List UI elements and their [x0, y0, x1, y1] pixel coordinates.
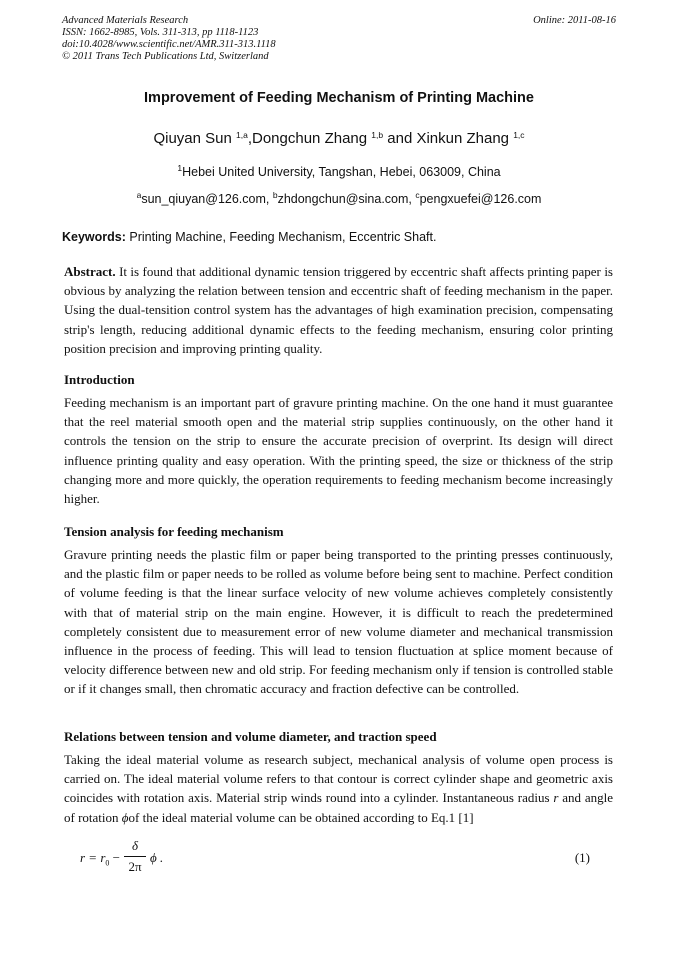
section-heading-introduction: Introduction: [64, 372, 135, 387]
relations-text-c: of the ideal material volume can be obtained according to Eq.1 [1]: [128, 809, 474, 825]
equation-number: (1): [574, 850, 590, 865]
author-1: Qiuyan Sun: [153, 130, 237, 147]
equation-lhs-subscript: 0: [105, 858, 110, 868]
relations-text-a: Taking the ideal material volume as research subject, mechanical analysis of volume open process is carried on. The ideal material volume refers to that contour is correct cylinder shape and geometric axis coincides with rotation axis. Material strip winds round into a cylinder. Instantaneous radius: [64, 752, 613, 806]
abstract: [64, 262, 613, 358]
email-list: [0, 192, 678, 206]
section-heading-relations: Relations between tension and volume diameter, and traction speed: [64, 729, 437, 744]
section-body-relations: [64, 750, 613, 827]
email-b: zhdongchun@sina.com,: [277, 192, 416, 206]
equation-rhs: ϕ .: [150, 850, 164, 865]
journal-header: [62, 15, 616, 63]
abstract-label: Abstract.: [64, 264, 116, 279]
email-c-marker: c: [415, 190, 420, 200]
journal-name: Advanced Materials Research: [62, 15, 189, 26]
author-1-affil: 1,a: [236, 130, 248, 140]
fraction-bar: [124, 856, 146, 857]
variable-r: r: [553, 790, 559, 806]
equation-numerator: δ: [131, 838, 139, 853]
copyright-line: © 2011 Trans Tech Publications Ltd, Switzerland: [62, 51, 269, 62]
email-a: sun_qiuyan@126.com,: [141, 192, 273, 206]
keywords-label: Keywords:: [62, 230, 126, 244]
paper-title: Improvement of Feeding Mechanism of Printing Machine: [144, 90, 534, 106]
equation-lhs: [80, 850, 120, 868]
keywords-text: Printing Machine, Feeding Mechanism, Eccentric Shaft.: [125, 230, 437, 244]
keywords: [62, 230, 617, 244]
equation-denominator: 2π: [128, 859, 142, 874]
relations-text-b: and angle of rotation: [64, 790, 614, 825]
section-body-introduction: Feeding mechanism is an important part of gravure printing machine. On the one hand it must guarantee that the reel material smooth open and the material strip supplies continuously, on the other hand it controls the tension on the strip to ensure the accurate precision of overprint. Its design will direct influence printing quality and easy operation. With the printing speed, the size or thickness of the strip changing more and more quickly, the operation requirements to feeding mechanism become increasingly higher.: [64, 395, 613, 507]
affiliation-marker: 1: [177, 163, 183, 173]
section-heading-tension-analysis: Tension analysis for feeding mechanism: [64, 524, 284, 539]
issn-line: ISSN: 1662-8985, Vols. 311-313, pp 1118-1123: [62, 27, 259, 38]
equation-1: [80, 838, 590, 880]
online-date: Online: 2011-08-16: [533, 15, 616, 26]
author-2-affil: 1,b: [371, 130, 384, 140]
abstract-text: It is found that additional dynamic tension triggered by eccentric shaft affects printing paper is obvious by analyzing the relation between tension and eccentric shaft of feeding mechanism in the paper. Using the dual-tensition control system has the advantages of high examination precision, compensating strip's length, reducing additional dynamic effects to the feeding mechanism, ensuring color printing position precision and improving printing quality.: [64, 264, 613, 356]
email-c: pengxuefei@126.com: [419, 192, 542, 206]
equation-fraction: [124, 838, 146, 875]
author-3-affil: 1,c: [513, 130, 525, 140]
doi-line: doi:10.4028/www.scientific.net/AMR.311-313.1118: [62, 39, 276, 50]
email-b-marker: b: [272, 190, 278, 200]
variable-phi: ϕ: [121, 809, 129, 825]
author-2: ,Dongchun Zhang: [247, 130, 372, 147]
affiliation: [0, 165, 678, 179]
email-a-marker: a: [136, 190, 142, 200]
section-body-tension-analysis: Gravure printing needs the plastic film or paper being transported to the printing presses continuously, and the plastic film or paper needs to be rolled as volume before being sent to machine. Perfect condition of volume feeding is that the linear surface velocity of new volume achieves completely consistently with that of material strip on the main engine. However, it is difficult to reach the predetermined completely consistent due to measurement error of new volume diameter and mechanical transmission influence in the process of feeding. This will lead to tension fluctuation at splice moment because of velocity difference between new and old strip. For feeding mechanism only if tension is controlled stable or if it changes small, then chromatic accuracy and fraction defective can be controlled.: [64, 547, 613, 697]
equation-minus: −: [109, 850, 120, 865]
equation-lhs-text: r = r: [80, 850, 106, 865]
author-3: and Xinkun Zhang: [383, 130, 514, 147]
affiliation-text: Hebei United University, Tangshan, Hebei, 063009, China: [182, 165, 501, 179]
author-list: [0, 130, 678, 147]
